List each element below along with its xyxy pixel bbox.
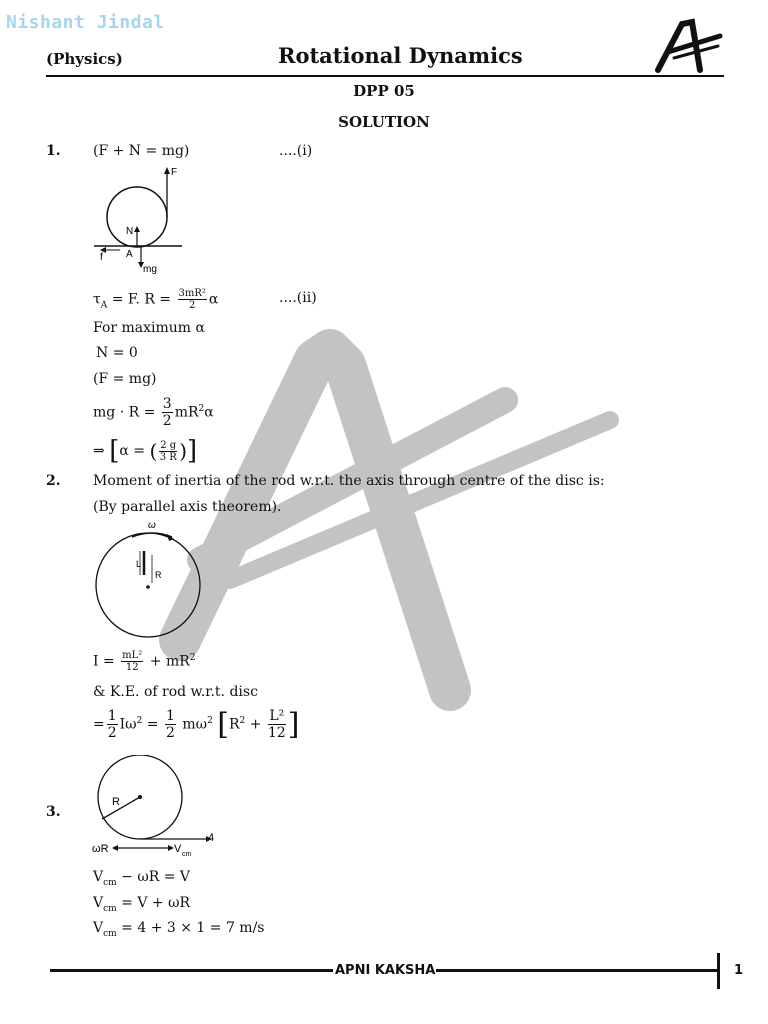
- q1-f-eq: (F = mg): [93, 371, 157, 387]
- fig-label-mg: mg: [143, 264, 157, 275]
- q1-figure: [90, 162, 200, 277]
- fig-label-F: F: [171, 167, 178, 178]
- q3-figure: [90, 755, 230, 865]
- fig-label-omega: ω: [148, 520, 156, 531]
- footer-divider: [717, 953, 720, 989]
- q2-ke-eq: = $\frac{1}{2}$ $I\omega^2$ = $\frac{1}{2}$ $m\omega^2$ [$R^2$ + $\frac{\text{L²}}{12}$ ]: [93, 707, 300, 742]
- q1-for-max: For maximum α: [93, 320, 205, 336]
- fig-label-cm: cm: [182, 851, 192, 858]
- q2-line1: Moment of inertia of the rod w.r.t. the axis through centre of the disc is:: [93, 473, 605, 489]
- fig-label-R: R: [155, 570, 162, 580]
- fig-label-4: 4: [208, 832, 215, 844]
- fig-label-f: f: [100, 252, 103, 263]
- footer-rule-left: [50, 969, 333, 972]
- page-number: 1: [734, 963, 744, 978]
- fig-label-N: N: [126, 226, 134, 237]
- header-rule: [46, 75, 724, 77]
- q1-n-zero: N = 0: [96, 345, 138, 361]
- fig-label-wR: ωR: [92, 843, 109, 855]
- author-watermark: Nishant Jindal: [6, 12, 165, 33]
- q1-alpha-eq: ⇒ [α = ( $\frac{2 g}{3 R}$ )]: [93, 436, 198, 466]
- fig-label-V: V: [174, 843, 182, 855]
- q1-eq2-tag: ....(ii): [279, 290, 317, 306]
- q1-eq1-tag: ....(i): [279, 143, 313, 159]
- fig-label-R: R: [112, 796, 120, 808]
- q1-torque-eq: $\tau_A = F$. R = $\frac{\text{3mR²}}{2}$ α: [93, 288, 219, 311]
- q3-eq2: $V_{cm} = V + \omega R$: [93, 895, 191, 914]
- q2-I-eq: I = $\frac{\text{mL²}}{12}$ + $mR^2$: [93, 650, 196, 673]
- q2-figure: [92, 515, 212, 640]
- solution-heading: SOLUTION: [338, 113, 430, 131]
- q3-number: 3.: [46, 804, 61, 820]
- page-title: Rotational Dynamics: [278, 43, 523, 68]
- footer-brand: APNI KAKSHA: [335, 963, 436, 978]
- fig-label-A: A: [126, 249, 133, 260]
- q2-ke-line: & K.E. of rod w.r.t. disc: [93, 684, 258, 700]
- footer-rule-right: [436, 969, 718, 972]
- dpp-heading: DPP 05: [353, 82, 415, 100]
- subject-label: (Physics): [46, 50, 123, 68]
- brand-logo-icon: [652, 18, 724, 74]
- q3-eq3: $V_{cm} = 4 + 3 \times 1 = 7$ m/s: [93, 920, 265, 939]
- q1-number: 1.: [46, 143, 61, 159]
- q1-mg-eq: mg · R = $\frac{3}{2}$ $mR^2\alpha$: [93, 396, 214, 429]
- fig-label-L: L: [136, 559, 142, 569]
- q1-eq1: (F + N = mg): [93, 143, 190, 159]
- q2-line2: (By parallel axis theorem).: [93, 499, 282, 515]
- q3-eq1: $V_{cm} - \omega R = V$: [93, 869, 191, 888]
- q2-number: 2.: [46, 473, 61, 489]
